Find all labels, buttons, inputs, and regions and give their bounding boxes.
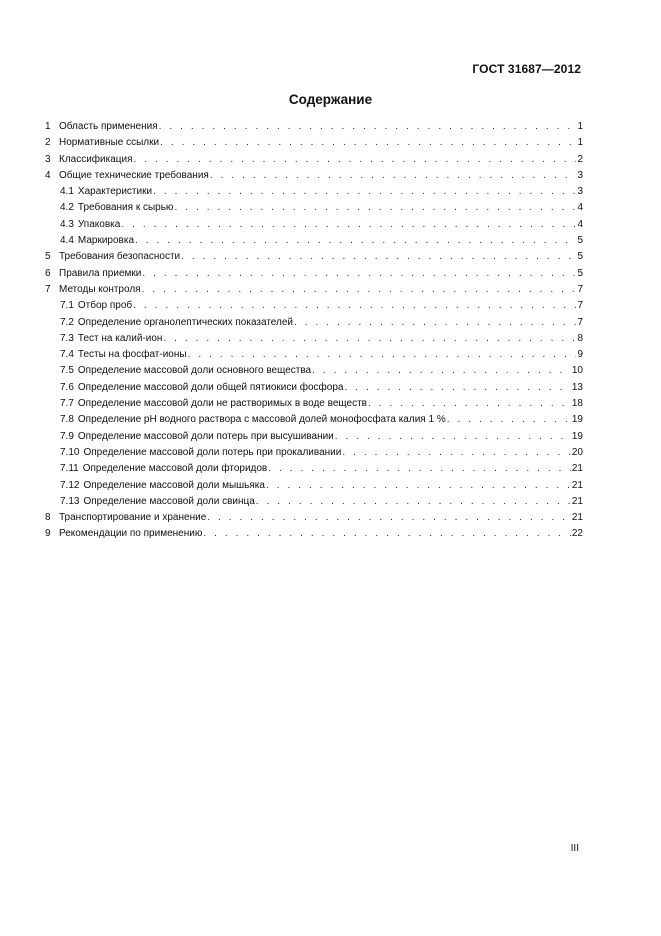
toc-entry-page: 21 bbox=[571, 512, 583, 524]
toc-dot-leader bbox=[142, 266, 576, 282]
toc-entry[interactable] bbox=[45, 461, 583, 477]
toc-entry-title: Определение массовой доли основного вещества bbox=[77, 365, 312, 377]
toc-entry[interactable] bbox=[45, 200, 583, 216]
toc-entry-title: Определение массовой доли потерь при прокаливании bbox=[83, 446, 342, 458]
toc-entry[interactable] bbox=[45, 135, 583, 151]
toc-title: Содержание bbox=[288, 92, 373, 107]
toc-dot-leader bbox=[135, 233, 576, 249]
toc-entry-number: 1 bbox=[45, 121, 51, 132]
toc-entry-title: Определение массовой доли мышьяка bbox=[83, 479, 265, 491]
toc-entry-title: Отбор проб bbox=[77, 300, 133, 312]
toc-entry-page: 7 bbox=[577, 283, 583, 295]
toc-entry[interactable] bbox=[45, 119, 583, 135]
toc-entry-page: 13 bbox=[571, 381, 583, 393]
toc-dot-leader bbox=[121, 217, 576, 233]
toc-entry-number: 7.6 bbox=[60, 381, 74, 393]
toc-entry-number: 4.2 bbox=[60, 202, 74, 214]
toc-entry-title: Правила приемки bbox=[59, 267, 142, 279]
toc-entry-number: 7.13 bbox=[60, 495, 80, 507]
toc-entry[interactable] bbox=[45, 510, 583, 526]
page-number: III bbox=[570, 843, 579, 854]
toc-dot-leader bbox=[447, 412, 571, 428]
toc-dot-leader bbox=[159, 119, 577, 135]
toc-entry-number: 3 bbox=[45, 153, 51, 165]
toc-entry[interactable] bbox=[45, 217, 583, 233]
toc-dot-leader bbox=[368, 396, 571, 412]
toc-entry-number: 7.2 bbox=[60, 316, 74, 328]
toc-entry-number: 7 bbox=[45, 283, 51, 295]
toc-entry-title: Определение массовой доли общей пятиокиси фосфора bbox=[77, 381, 344, 393]
toc-dot-leader bbox=[181, 249, 576, 265]
toc-entry[interactable] bbox=[45, 478, 583, 494]
toc-entry-number: 4 bbox=[45, 169, 51, 181]
toc-entry[interactable] bbox=[45, 184, 583, 200]
toc-entry-page: 3 bbox=[577, 186, 583, 198]
toc-entry-page: 21 bbox=[571, 479, 583, 491]
toc-entry-page: 21 bbox=[571, 495, 583, 507]
toc-entry-page: 4 bbox=[577, 218, 583, 230]
toc-entry[interactable] bbox=[45, 363, 583, 379]
toc-entry[interactable] bbox=[45, 412, 583, 428]
toc-entry-number: 7.9 bbox=[60, 430, 74, 442]
toc-entry-number: 7.11 bbox=[60, 463, 79, 475]
toc-dot-leader bbox=[160, 135, 576, 151]
toc-dot-leader bbox=[312, 363, 571, 379]
toc-entry-page: 7 bbox=[577, 316, 583, 328]
toc-dot-leader bbox=[210, 168, 577, 184]
toc-entry-page: 1 bbox=[577, 121, 583, 132]
toc-dot-leader bbox=[344, 380, 570, 396]
toc-entry-title: Область применения bbox=[59, 121, 158, 132]
toc-dot-leader bbox=[266, 478, 571, 494]
toc-entry-title: Требования к сырью bbox=[77, 202, 174, 214]
toc-entry-number: 5 bbox=[45, 251, 51, 263]
toc-entry-number: 2 bbox=[45, 137, 51, 149]
toc-entry-number: 7.12 bbox=[60, 479, 80, 491]
toc-entry-page: 9 bbox=[577, 349, 583, 361]
toc-entry[interactable] bbox=[45, 233, 583, 249]
toc-entry-page: 20 bbox=[571, 446, 583, 458]
toc-dot-leader bbox=[188, 347, 577, 363]
toc-entry-page: 5 bbox=[577, 267, 583, 279]
toc-entry[interactable] bbox=[45, 152, 583, 168]
toc-entry[interactable] bbox=[45, 526, 583, 542]
toc-entry-title: Определение массовой доли свинца bbox=[83, 495, 255, 507]
toc-entry[interactable] bbox=[45, 494, 583, 510]
toc-entry-number: 7.4 bbox=[60, 349, 74, 361]
toc-entry-number: 9 bbox=[45, 528, 51, 540]
document-code: ГОСТ 31687—2012 bbox=[472, 62, 581, 76]
toc-entry-number: 4.3 bbox=[60, 218, 74, 230]
toc-entry-title: Определение массовой доли фторидов bbox=[82, 463, 268, 475]
toc-entry-page: 5 bbox=[577, 251, 583, 263]
toc-entry-page: 19 bbox=[571, 430, 583, 442]
toc-entry-title: Тест на калий-ион bbox=[77, 332, 163, 344]
toc-entry-page: 21 bbox=[571, 463, 583, 475]
toc-entry-number: 7.3 bbox=[60, 332, 74, 344]
toc-dot-leader bbox=[207, 510, 571, 526]
toc-entry-title: Классификация bbox=[59, 153, 133, 165]
toc-entry-title: Рекомендации по применению bbox=[59, 528, 203, 540]
toc-entry[interactable] bbox=[45, 380, 583, 396]
toc-entry-title: Методы контроля bbox=[59, 283, 141, 295]
toc-dot-leader bbox=[153, 184, 576, 200]
toc-entry[interactable] bbox=[45, 347, 583, 363]
toc-entry-page: 7 bbox=[577, 300, 583, 312]
toc-entry-title: Тесты на фосфат-ионы bbox=[77, 349, 187, 361]
toc-entry-number: 7.7 bbox=[60, 398, 74, 410]
toc-entry-page: 8 bbox=[577, 332, 583, 344]
toc-entry-title: Маркировка bbox=[77, 235, 135, 247]
toc-dot-leader bbox=[268, 461, 571, 477]
toc-entry-page: 5 bbox=[577, 235, 583, 247]
toc-entry-number: 6 bbox=[45, 267, 51, 279]
toc-entry-title: Общие технические требования bbox=[59, 169, 209, 181]
toc-entry[interactable] bbox=[45, 445, 583, 461]
toc-dot-leader bbox=[163, 331, 576, 347]
toc-dot-leader bbox=[203, 526, 571, 542]
toc-entry-number: 7.5 bbox=[60, 365, 74, 377]
toc-entry-title: Нормативные ссылки bbox=[59, 137, 160, 149]
toc-entry[interactable] bbox=[45, 282, 583, 298]
toc-dot-leader bbox=[133, 298, 576, 314]
toc-entry-title: Требования безопасности bbox=[59, 251, 181, 263]
toc-entry[interactable] bbox=[45, 298, 583, 314]
toc-entry-title: Транспортирование и хранение bbox=[59, 512, 207, 524]
table-of-contents bbox=[45, 119, 583, 543]
toc-entry-title: Характеристики bbox=[77, 186, 153, 198]
toc-entry-page: 18 bbox=[571, 398, 583, 410]
toc-entry-title: Определение органолептических показателей bbox=[77, 316, 294, 328]
toc-entry-page: 4 bbox=[577, 202, 583, 214]
toc-entry-number: 4.1 bbox=[60, 186, 74, 198]
toc-dot-leader bbox=[335, 429, 571, 445]
toc-entry[interactable] bbox=[45, 396, 583, 412]
toc-dot-leader bbox=[294, 315, 576, 331]
toc-entry-page: 2 bbox=[577, 153, 583, 165]
toc-entry-number: 7.8 bbox=[60, 414, 74, 426]
toc-entry-page: 22 bbox=[571, 528, 583, 540]
toc-dot-leader bbox=[174, 200, 576, 216]
toc-entry[interactable] bbox=[45, 266, 583, 282]
toc-dot-leader bbox=[342, 445, 571, 461]
toc-entry-page: 3 bbox=[577, 169, 583, 181]
toc-entry[interactable] bbox=[45, 315, 583, 331]
toc-entry[interactable] bbox=[45, 168, 583, 184]
toc-entry-title: Определение массовой доли потерь при высушивании bbox=[77, 430, 334, 442]
toc-entry-page: 10 bbox=[571, 365, 583, 377]
toc-entry-page: 1 bbox=[577, 137, 583, 149]
toc-entry[interactable] bbox=[45, 429, 583, 445]
toc-entry-title: Определение pH водного раствора с массовой долей монофосфата калия 1 % bbox=[77, 414, 446, 426]
toc-dot-leader bbox=[256, 494, 571, 510]
toc-entry-number: 7.1 bbox=[60, 300, 74, 312]
toc-entry[interactable] bbox=[45, 249, 583, 265]
toc-entry-page: 19 bbox=[571, 414, 583, 426]
toc-dot-leader bbox=[142, 282, 577, 298]
toc-entry-number: 7.10 bbox=[60, 446, 80, 458]
toc-dot-leader bbox=[134, 152, 577, 168]
toc-entry-number: 8 bbox=[45, 512, 51, 524]
toc-entry[interactable] bbox=[45, 331, 583, 347]
toc-entry-title: Определение массовой доли не растворимых в воде веществ bbox=[77, 398, 367, 410]
toc-entry-title: Упаковка bbox=[77, 218, 121, 230]
toc-entry-number: 4.4 bbox=[60, 235, 74, 247]
